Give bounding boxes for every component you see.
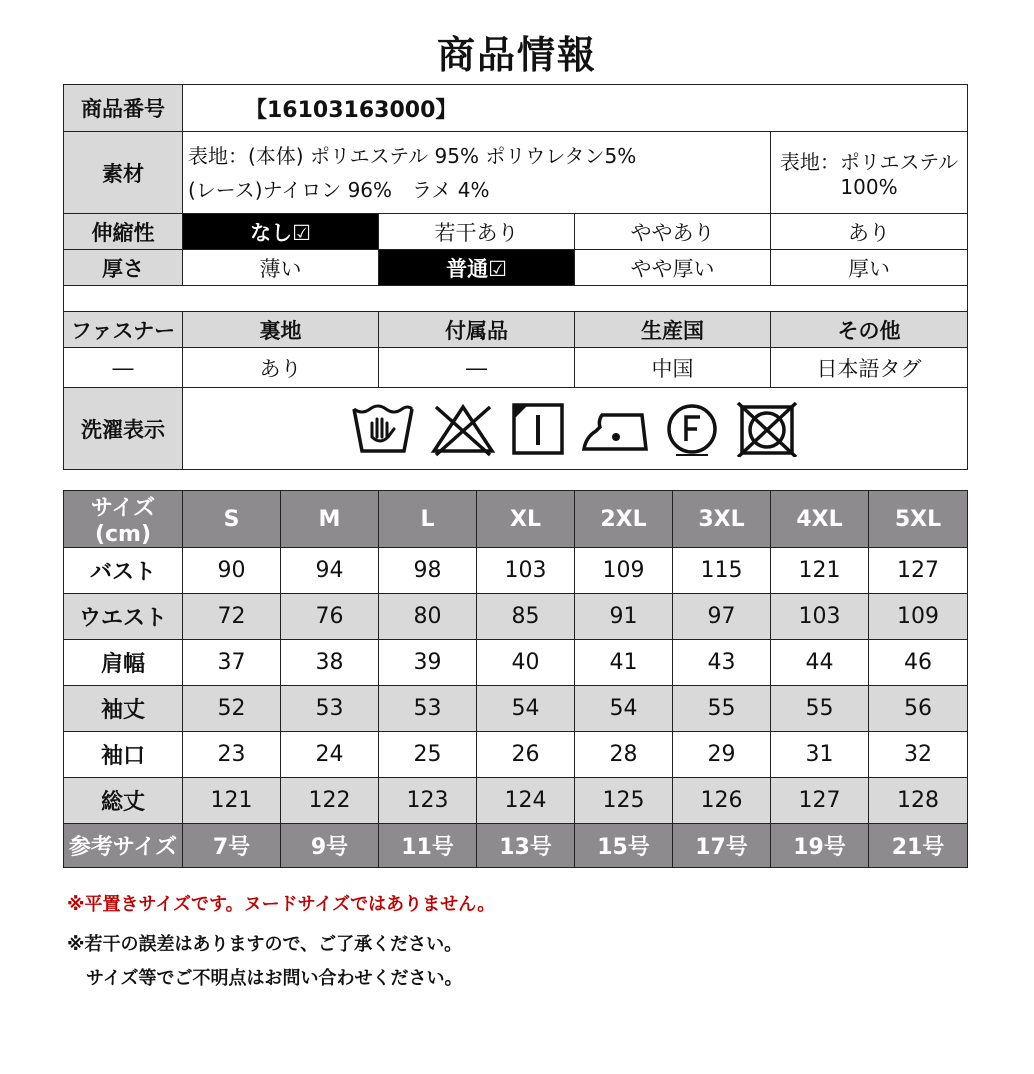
- cell: 124: [477, 778, 575, 824]
- material-line-1: 表地：(本体) ポリエステル 95% ポリウレタン5%: [188, 143, 637, 168]
- cell: 55: [771, 686, 869, 732]
- cell: 115: [673, 548, 771, 594]
- cell: 103: [771, 594, 869, 640]
- size-header-label: サイズ(cm): [64, 491, 183, 548]
- product-info-table: [63, 84, 968, 470]
- cell: 123: [379, 778, 477, 824]
- care-symbols: [183, 388, 968, 470]
- thickness-option-thin: 薄い: [183, 250, 379, 286]
- stretch-label: 伸縮性: [64, 214, 183, 250]
- stretch-option-slight: 若干あり: [379, 214, 575, 250]
- detail-value-lining: あり: [183, 348, 379, 388]
- cell: 80: [379, 594, 477, 640]
- cell: 125: [575, 778, 673, 824]
- line-dry-icon: [510, 401, 566, 457]
- care-label: 洗濯表示: [64, 388, 183, 470]
- cell: 127: [869, 548, 968, 594]
- cell: 7号: [183, 824, 281, 868]
- size-row-reference: [64, 824, 968, 868]
- detail-header-origin: 生産国: [575, 312, 771, 348]
- cell: 9号: [281, 824, 379, 868]
- cell: 126: [673, 778, 771, 824]
- thickness-label: 厚さ: [64, 250, 183, 286]
- detail-header-row: [64, 312, 968, 348]
- cell: 25: [379, 732, 477, 778]
- no-tumble-dry-icon: [734, 401, 800, 457]
- code-row: [64, 85, 968, 132]
- row-label: 総丈: [64, 778, 183, 824]
- material-line-2: (レース)ナイロン 96% ラメ 4%: [188, 177, 490, 202]
- cell: 52: [183, 686, 281, 732]
- detail-header-other: その他: [771, 312, 968, 348]
- note-tolerance: ※若干の誤差はありますので、ご了承ください。: [67, 934, 463, 955]
- no-bleach-icon: [430, 401, 496, 457]
- cell: 54: [477, 686, 575, 732]
- cell: 37: [183, 640, 281, 686]
- cell: 109: [575, 548, 673, 594]
- cell: 46: [869, 640, 968, 686]
- cell: 38: [281, 640, 379, 686]
- size-table: [63, 490, 968, 868]
- detail-value-accessory: ―: [379, 348, 575, 388]
- spacer-row: [64, 286, 968, 312]
- row-label: 肩幅: [64, 640, 183, 686]
- cell: 24: [281, 732, 379, 778]
- cell: 13号: [477, 824, 575, 868]
- stretch-option-yes: あり: [771, 214, 968, 250]
- cell: 31: [771, 732, 869, 778]
- care-row: [64, 388, 968, 470]
- cell: 85: [477, 594, 575, 640]
- cell: 122: [281, 778, 379, 824]
- cell: 94: [281, 548, 379, 594]
- size-header-m: M: [281, 491, 379, 548]
- cell: 76: [281, 594, 379, 640]
- thickness-option-normal: 普通☑: [379, 250, 575, 286]
- iron-low-icon: [580, 401, 650, 457]
- size-row-total-length: [64, 778, 968, 824]
- cell: 44: [771, 640, 869, 686]
- detail-value-row: [64, 348, 968, 388]
- detail-header-zipper: ファスナー: [64, 312, 183, 348]
- detail-value-other: 日本語タグ: [771, 348, 968, 388]
- cell: 54: [575, 686, 673, 732]
- cell: 32: [869, 732, 968, 778]
- cell: 128: [869, 778, 968, 824]
- thickness-option-thick: 厚い: [771, 250, 968, 286]
- cell: 41: [575, 640, 673, 686]
- cell: 29: [673, 732, 771, 778]
- cell: 55: [673, 686, 771, 732]
- detail-header-accessory: 付属品: [379, 312, 575, 348]
- code-label: 商品番号: [64, 85, 183, 132]
- size-header-row: [64, 491, 968, 548]
- cell: 53: [379, 686, 477, 732]
- thickness-row: [64, 250, 968, 286]
- thickness-option-slightly-thick: やや厚い: [575, 250, 771, 286]
- cell: 26: [477, 732, 575, 778]
- size-row-bust: [64, 548, 968, 594]
- row-label: バスト: [64, 548, 183, 594]
- cell: 43: [673, 640, 771, 686]
- size-header-5xl: 5XL: [869, 491, 968, 548]
- size-row-shoulder: [64, 640, 968, 686]
- size-header-4xl: 4XL: [771, 491, 869, 548]
- size-row-cuff: [64, 732, 968, 778]
- stretch-row: [64, 214, 968, 250]
- cell: 109: [869, 594, 968, 640]
- size-header-l: L: [379, 491, 477, 548]
- reference-label: 参考サイズ: [64, 824, 183, 868]
- page-title: 商品情報: [436, 33, 597, 77]
- cell: 121: [771, 548, 869, 594]
- cell: 21号: [869, 824, 968, 868]
- cell: 53: [281, 686, 379, 732]
- detail-header-lining: 裏地: [183, 312, 379, 348]
- size-header-s: S: [183, 491, 281, 548]
- cell: 15号: [575, 824, 673, 868]
- cell: 56: [869, 686, 968, 732]
- cell: 121: [183, 778, 281, 824]
- cell: 19号: [771, 824, 869, 868]
- cell: 40: [477, 640, 575, 686]
- row-label: 袖口: [64, 732, 183, 778]
- cell: 28: [575, 732, 673, 778]
- cell: 98: [379, 548, 477, 594]
- material-other: 表地：ポリエステル 100%: [771, 132, 968, 214]
- cell: 72: [183, 594, 281, 640]
- code-value: 【16103163000】: [183, 85, 968, 132]
- cell: 17号: [673, 824, 771, 868]
- note-flat-measurement: ※平置きサイズです。ヌードサイズではありません。: [67, 894, 496, 915]
- stretch-option-none: なし☑: [183, 214, 379, 250]
- note-contact: サイズ等でご不明点はお問い合わせください。: [86, 968, 463, 989]
- cell: 23: [183, 732, 281, 778]
- cell: 90: [183, 548, 281, 594]
- hand-wash-icon: [350, 401, 416, 457]
- size-row-waist: [64, 594, 968, 640]
- material-main: [183, 132, 771, 214]
- detail-value-origin: 中国: [575, 348, 771, 388]
- row-label: ウエスト: [64, 594, 183, 640]
- cell: 91: [575, 594, 673, 640]
- material-row: [64, 132, 968, 214]
- size-header-xl: XL: [477, 491, 575, 548]
- detail-value-zipper: ―: [64, 348, 183, 388]
- cell: 97: [673, 594, 771, 640]
- spacer-cell: [64, 286, 968, 312]
- size-header-2xl: 2XL: [575, 491, 673, 548]
- size-row-sleeve-length: [64, 686, 968, 732]
- stretch-option-some: ややあり: [575, 214, 771, 250]
- cell: 103: [477, 548, 575, 594]
- cell: 39: [379, 640, 477, 686]
- material-label: 素材: [64, 132, 183, 214]
- dry-clean-f-icon: [664, 401, 720, 457]
- size-header-3xl: 3XL: [673, 491, 771, 548]
- row-label: 袖丈: [64, 686, 183, 732]
- cell: 11号: [379, 824, 477, 868]
- cell: 127: [771, 778, 869, 824]
